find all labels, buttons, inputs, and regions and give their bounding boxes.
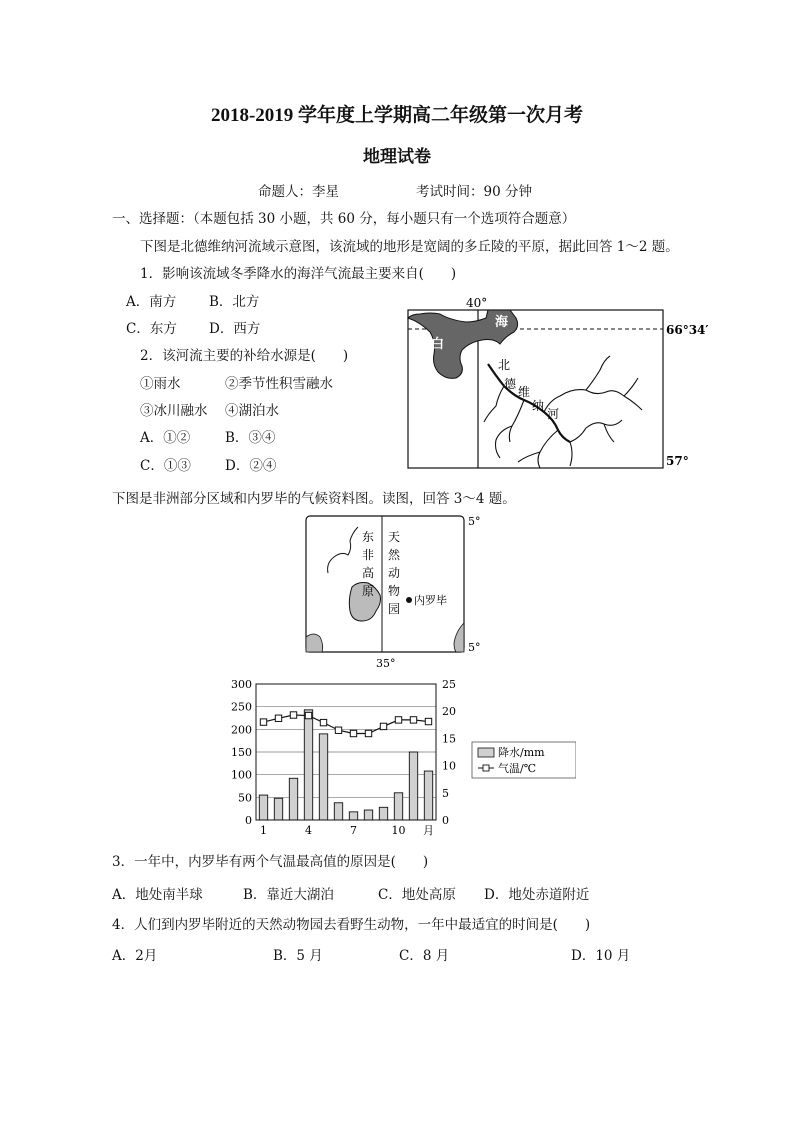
precipitation-bar [349, 812, 357, 820]
temperature-marker [395, 717, 401, 723]
q2-option-c: C．①③ [140, 458, 191, 474]
left-tick-label: 0 [245, 814, 252, 827]
lon-40-label: 40° [466, 296, 488, 310]
legend-bar-swatch [478, 748, 494, 757]
lat-top-label: 66°34′ [666, 323, 709, 337]
right-tick-label: 10 [442, 759, 456, 773]
plateau-char-1: 东 [362, 530, 375, 544]
left-tick-label: 150 [231, 746, 252, 759]
q1-option-a: A．南方 [126, 294, 177, 310]
temperature-marker [290, 712, 296, 718]
nairobi-climate-chart [222, 674, 576, 842]
precipitation-bar [304, 710, 312, 820]
nairobi-label: 内罗毕 [414, 594, 447, 607]
temperature-marker [350, 730, 356, 736]
q3-option-c: C．地处高原 [378, 887, 456, 903]
x-tick-label: 1 [260, 824, 267, 837]
page-subtitle: 地理试卷 [363, 147, 431, 167]
right-tick-label: 5 [442, 786, 449, 800]
temperature-marker [260, 719, 266, 725]
river-char-3: 维 [518, 385, 531, 399]
left-tick-label: 200 [231, 723, 252, 737]
q1-option-d: D．西方 [209, 321, 261, 337]
right-tick-label: 25 [442, 678, 456, 691]
nairobi-dot [406, 597, 412, 603]
east-africa-map [296, 511, 496, 669]
temperature-polyline [264, 715, 429, 733]
q2-option-d: D．②④ [225, 458, 277, 474]
q3-option-d: D．地处赤道附近 [484, 887, 590, 903]
q4-option-a: A．2月 [112, 948, 158, 964]
q2-item-3: ③冰川融水 [140, 403, 208, 419]
park-char-4: 物 [388, 584, 401, 598]
plateau-char-2: 非 [362, 548, 375, 562]
precipitation-bars [259, 710, 432, 820]
plateau-char-4: 原 [362, 584, 375, 598]
precipitation-bar [364, 810, 372, 820]
left-tick-label: 300 [231, 678, 252, 691]
map2-intro: 下图是非洲部分区域和内罗毕的气候资料图。读图，回答 3～4 题。 [112, 491, 516, 507]
temperature-marker [275, 715, 281, 721]
right-tick-label: 15 [442, 732, 456, 746]
map2-lat-bottom: 5° [468, 641, 481, 654]
map2-frame [306, 516, 464, 652]
q2-stem: 2．该河流主要的补给水源是( ) [140, 348, 349, 364]
right-tick-label: 20 [442, 705, 456, 719]
x-tick-label: 7 [350, 824, 357, 837]
map1-intro: 下图是北德维纳河流域示意图，该流域的地形是宽阔的多丘陵的平原，据此回答 1～2 题。 [140, 239, 679, 255]
sw-shade-area [306, 634, 323, 652]
precipitation-bar [274, 798, 282, 820]
temperature-marker [380, 723, 386, 729]
q2-option-a: A．①② [140, 430, 191, 446]
q4-option-d: D．10 月 [571, 948, 631, 964]
precipitation-bar [334, 803, 342, 820]
author-line: 命题人：李星 [258, 184, 339, 200]
river-char-5: 河 [547, 407, 560, 421]
q3-stem: 3．一年中，内罗毕有两个气温最高值的原因是( ) [112, 854, 429, 870]
x-tick-label: 10 [391, 824, 406, 837]
q3-option-b: B．靠近大湖泊 [243, 887, 334, 903]
q2-item-1: ①雨水 [140, 376, 181, 392]
precipitation-bar [409, 752, 417, 820]
river-char-2: 德 [504, 377, 517, 391]
q1-stem: 1．影响该流域冬季降水的海洋气流最主要来自( ) [140, 266, 457, 282]
q1-option-b: B．北方 [209, 294, 260, 310]
temperature-marker [305, 712, 311, 718]
lat-bottom-label: 57° [666, 454, 689, 468]
plateau-char-3: 高 [362, 566, 375, 580]
left-tick-label: 50 [238, 791, 252, 805]
map2-lon-label: 35° [376, 657, 396, 669]
q3-option-a: A．地处南半球 [112, 887, 203, 903]
q1-option-c: C．东方 [126, 321, 177, 337]
left-tick-label: 100 [231, 768, 252, 782]
park-char-3: 动 [388, 566, 401, 580]
northern-dvina-map [400, 292, 718, 474]
q2-item-4: ④湖泊水 [225, 403, 279, 419]
precipitation-bar [424, 771, 432, 820]
precipitation-bar [289, 778, 297, 820]
precipitation-bar [379, 807, 387, 820]
sea-char-2: 白 [431, 337, 445, 352]
temperature-marker [365, 730, 371, 736]
temperature-marker [320, 719, 326, 725]
temperature-line [260, 712, 431, 737]
left-tick-label: 250 [231, 700, 252, 714]
page-title: 2018-2019 学年度上学期高二年级第一次月考 [210, 105, 584, 126]
park-char-5: 园 [388, 602, 401, 616]
sea-char-1: 海 [495, 315, 509, 330]
x-axis-unit-label: 月 [423, 824, 434, 837]
x-tick-label: 4 [305, 824, 312, 837]
exam-time-line: 考试时间：90 分钟 [416, 184, 532, 200]
map2-lat-top: 5° [468, 515, 481, 528]
park-char-1: 天 [388, 530, 401, 544]
legend-temp-label: 气温/℃ [498, 762, 537, 775]
q2-option-b: B．③④ [225, 430, 276, 446]
park-char-2: 然 [388, 548, 401, 562]
river-char-1: 北 [498, 358, 511, 372]
precipitation-bar [259, 795, 267, 820]
q4-stem: 4．人们到内罗毕附近的天然动物园去看野生动物，一年中最适宜的时间是( ) [112, 917, 591, 933]
section-heading: 一、选择题：（本题包括 30 小题，共 60 分，每小题只有一个选项符合题意） [112, 211, 576, 227]
temperature-marker [425, 718, 431, 724]
temperature-marker [410, 717, 416, 723]
river-char-4: 纳 [532, 399, 545, 413]
q4-option-b: B．5 月 [273, 948, 323, 964]
precipitation-bar [319, 734, 327, 820]
chart-legend [472, 742, 576, 778]
q2-item-2: ②季节性积雪融水 [225, 376, 333, 392]
temperature-marker [335, 727, 341, 733]
legend-marker-swatch [483, 765, 489, 771]
q4-option-c: C．8 月 [399, 948, 450, 964]
precipitation-bar [394, 793, 402, 820]
legend-precip-label: 降水/mm [498, 746, 545, 759]
right-tick-label: 0 [442, 814, 449, 827]
